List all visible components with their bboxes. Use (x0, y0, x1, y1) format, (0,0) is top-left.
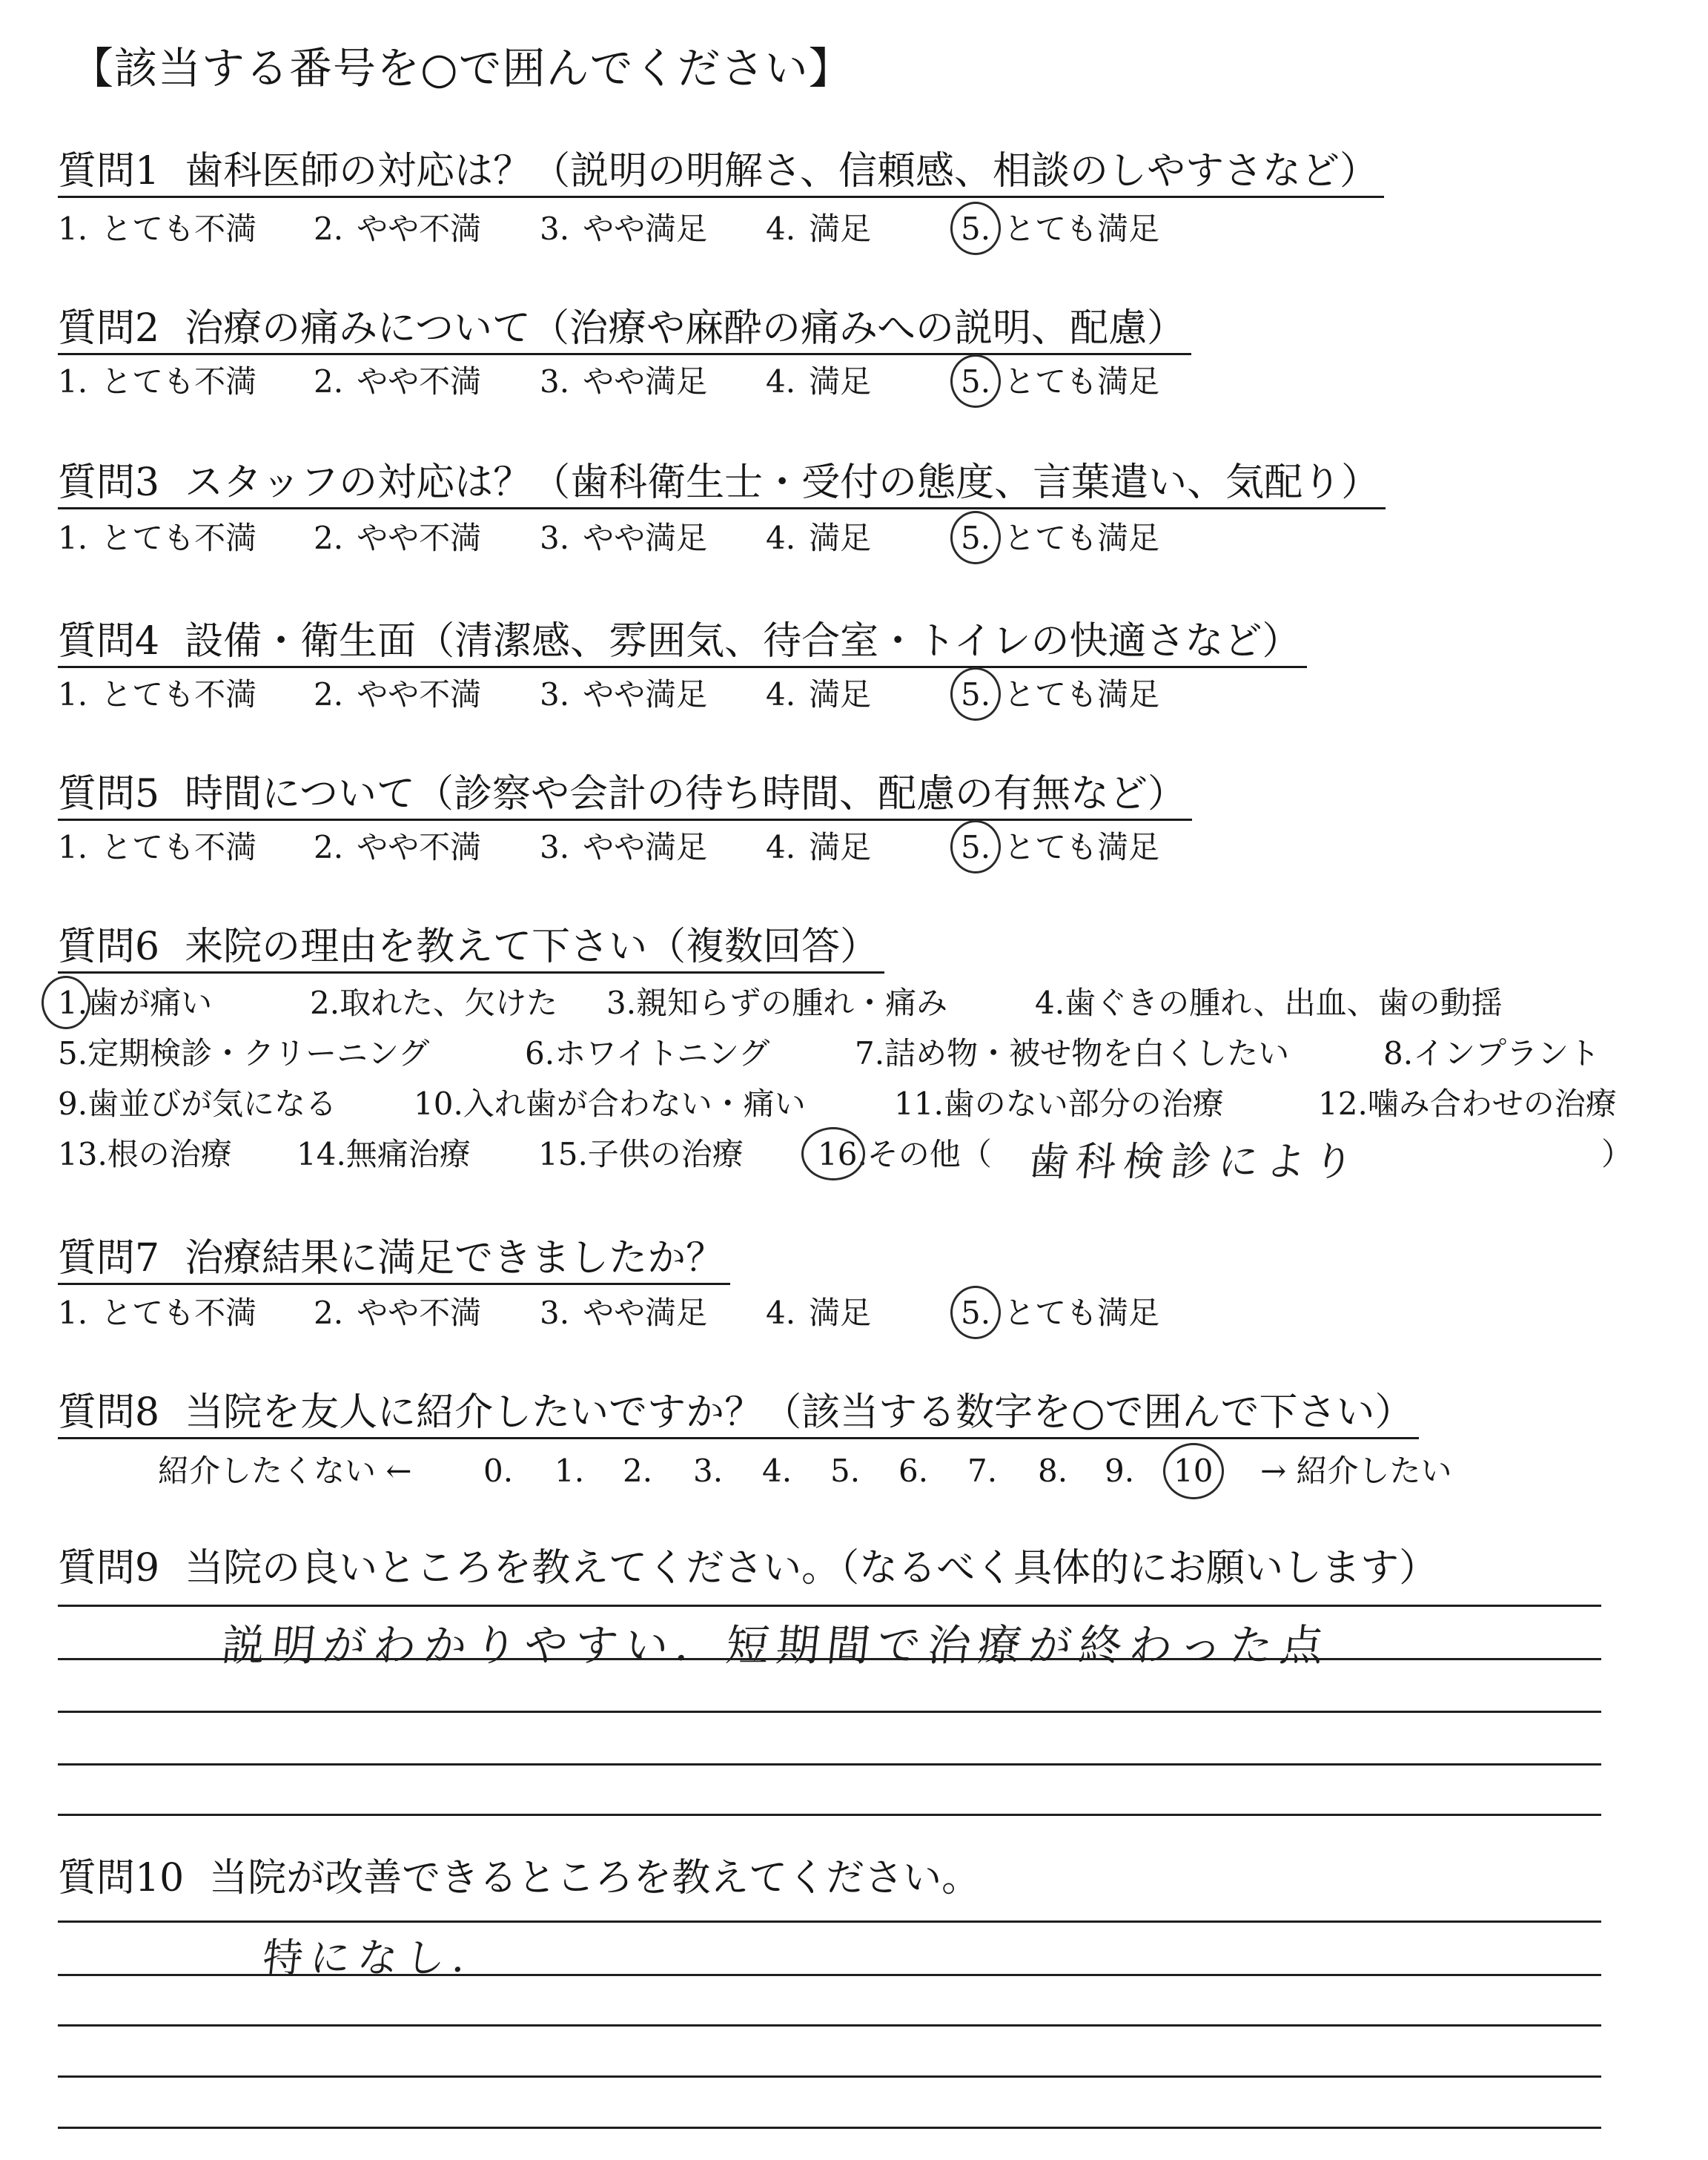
option-label: 歯が痛い (87, 985, 213, 1021)
reason-option-8[interactable] (1383, 1032, 1600, 1075)
option-label: 詰め物・被せ物を白くしたい (884, 1035, 1290, 1071)
question-3-title (58, 458, 1386, 509)
option-label: 定期検診・クリーニング (87, 1035, 430, 1071)
option-1[interactable] (58, 517, 256, 560)
option-label: やや満足 (583, 520, 708, 556)
option-2[interactable] (314, 360, 481, 403)
reason-option-2[interactable] (310, 982, 557, 1025)
scale-number-2[interactable]: 2. (623, 1453, 653, 1489)
question-text: 当院を友人に紹介したいですか？（該当する数字を○で囲んで下さい） (185, 1390, 1414, 1435)
option-number: 5. (961, 211, 991, 247)
option-label: とても不満 (101, 676, 257, 713)
option-number: 1. (58, 829, 88, 865)
option-label: その他（ (867, 1136, 992, 1172)
option-label: とても不満 (101, 211, 257, 247)
reason-option-6[interactable] (525, 1032, 769, 1075)
scale-number-9[interactable]: 9. (1105, 1453, 1135, 1489)
option-label: 根の治療 (107, 1136, 232, 1172)
option-number: 1. (58, 676, 88, 713)
option-number: 3. (540, 829, 570, 865)
option-label: やや不満 (357, 520, 482, 556)
handwritten-improvements: 特になし． (260, 1935, 503, 1981)
option-number: 5. (961, 363, 991, 400)
question-text: 当院が改善できるところを教えてください。 (209, 1856, 981, 1900)
option-1[interactable] (58, 673, 256, 716)
reason-option-10[interactable] (414, 1083, 806, 1126)
question-number: 質問10 (58, 1856, 185, 1900)
option-5[interactable] (961, 1292, 1159, 1335)
option-3[interactable] (540, 826, 707, 869)
scale-left-label: 紹介したくない ← (158, 1453, 412, 1489)
option-label: 歯のない部分の治療 (943, 1086, 1224, 1122)
option-4[interactable] (766, 1292, 871, 1335)
option-label: 満足 (809, 520, 872, 556)
option-label: やや満足 (583, 829, 708, 865)
option-label: 噛み合わせの治療 (1367, 1086, 1617, 1122)
option-number: 6. (525, 1035, 555, 1071)
instruction-header: 【該当する番号を○で囲んでください】 (70, 43, 853, 93)
question-5-title (58, 770, 1192, 821)
option-number: 11. (894, 1086, 944, 1122)
option-number: 4. (766, 829, 796, 865)
scale-number-0[interactable]: 0. (483, 1453, 514, 1489)
question-text: 歯科医師の対応は？（説明の明解さ、信頼感、相談のしやすさなど） (185, 149, 1379, 194)
question-number: 質問1 (58, 149, 160, 194)
option-number: 2. (314, 520, 344, 556)
option-number: 5. (58, 1035, 88, 1071)
scale-number-7[interactable]: 7. (967, 1453, 998, 1489)
option-number: 4. (1035, 985, 1065, 1021)
option-label: とても不満 (101, 829, 257, 865)
option-number: 13. (58, 1136, 107, 1172)
reason-option-9[interactable] (58, 1083, 337, 1126)
question-number: 質問6 (58, 925, 160, 969)
option-label: とても不満 (101, 1295, 257, 1331)
answer-line (58, 1763, 1601, 1766)
option-number: 2. (310, 985, 340, 1021)
option-number: 15. (538, 1136, 588, 1172)
question-text: 設備・衛生面（清潔感、雰囲気、待合室・トイレの快適さなど） (185, 619, 1301, 664)
option-label: やや不満 (357, 1295, 482, 1331)
option-number: 3. (540, 676, 570, 713)
question-10-title (58, 1854, 986, 1903)
option-number: 3. (540, 1295, 570, 1331)
question-4-title (58, 617, 1307, 668)
question-7-title (58, 1234, 730, 1285)
option-label: 満足 (809, 829, 872, 865)
handwritten-other-reason: 歯科検診により (1026, 1138, 1363, 1185)
option-label: 満足 (809, 211, 872, 247)
option-label: やや不満 (357, 211, 482, 247)
option-3[interactable] (540, 360, 707, 403)
option-label: やや不満 (357, 363, 482, 400)
option-1[interactable] (58, 208, 256, 251)
option-number: 3. (540, 211, 570, 247)
reason-option-12[interactable] (1318, 1083, 1617, 1126)
option-label: とても満足 (1004, 829, 1160, 865)
question-1-title (58, 147, 1384, 198)
scale-right-label: → 紹介したい (1260, 1453, 1452, 1489)
option-3[interactable] (540, 1292, 707, 1335)
reason-option-11[interactable] (894, 1083, 1224, 1126)
option-number: 4. (766, 363, 796, 400)
option-number: 4. (766, 211, 796, 247)
question-text: 治療の痛みについて（治療や麻酔の痛みへの説明、配慮） (185, 306, 1186, 351)
option-5[interactable] (961, 673, 1159, 716)
answer-line (58, 2075, 1601, 2078)
answer-line (58, 1605, 1601, 1607)
scale-number-10[interactable]: 10 (1174, 1453, 1214, 1489)
option-2[interactable] (314, 673, 481, 716)
question-text: 治療結果に満足できましたか？ (185, 1236, 725, 1281)
reason-option-1[interactable] (58, 982, 212, 1025)
option-label: 歯ぐきの腫れ、出血、歯の動揺 (1065, 985, 1503, 1021)
question-number: 質問9 (58, 1546, 160, 1591)
option-label: とても不満 (101, 520, 257, 556)
option-number: 12. (1318, 1086, 1368, 1122)
option-number: 2. (314, 1295, 344, 1331)
question-8-title (58, 1388, 1419, 1439)
option-1[interactable] (58, 1292, 256, 1335)
scale-number-5[interactable]: 5. (830, 1453, 861, 1489)
reason-option-16[interactable] (818, 1133, 992, 1176)
option-label: 入れ歯が合わない・痛い (463, 1086, 806, 1122)
option-label: 取れた、欠けた (340, 985, 558, 1021)
option-2[interactable] (314, 1292, 481, 1335)
question-text: スタッフの対応は？（歯科衛生士・受付の態度、言葉遣い、気配り） (185, 460, 1380, 505)
question-number: 質問2 (58, 306, 160, 351)
question-text: 時間について（診察や会計の待ち時間、配慮の有無など） (185, 772, 1187, 816)
scale-number-6[interactable]: 6. (898, 1453, 929, 1489)
reason-option-4[interactable] (1035, 982, 1503, 1025)
question-number: 質問5 (58, 772, 160, 816)
option-number: 2. (314, 363, 344, 400)
answer-line (58, 2127, 1601, 2129)
question-6-title (58, 922, 884, 974)
question-number: 質問3 (58, 460, 160, 505)
option-label: とても満足 (1004, 1295, 1160, 1331)
option-label: 親知らずの腫れ・痛み (636, 985, 948, 1021)
option-label: やや不満 (357, 829, 482, 865)
option-label: 満足 (809, 1295, 872, 1331)
scale-number-1[interactable]: 1. (555, 1453, 585, 1489)
option-5[interactable] (961, 517, 1159, 560)
question-number: 質問4 (58, 619, 160, 664)
question-text: 来院の理由を教えて下さい（複数回答） (185, 925, 879, 969)
option-label: 満足 (809, 363, 872, 400)
reason-option-14[interactable] (297, 1133, 471, 1176)
option-number: 3. (606, 985, 637, 1021)
reason-option-5[interactable] (58, 1032, 429, 1075)
option-number: 5. (961, 676, 991, 713)
scale-number-4[interactable]: 4. (762, 1453, 792, 1489)
question-number: 質問7 (58, 1236, 160, 1281)
question-text: 当院の良いところを教えてください。（なるべく具体的にお願いします） (185, 1546, 1438, 1591)
option-number: 7. (855, 1035, 885, 1071)
question-number: 質問8 (58, 1390, 160, 1435)
option-4[interactable] (766, 208, 871, 251)
option-label: やや満足 (583, 211, 708, 247)
option-label: 満足 (809, 676, 872, 713)
option-number: 5. (961, 829, 991, 865)
option-number: 2. (314, 829, 344, 865)
option-number: 2. (314, 211, 344, 247)
option-label: インプラント (1413, 1035, 1601, 1071)
option-2[interactable] (314, 826, 481, 869)
option-label: 歯並びが気になる (87, 1086, 337, 1122)
option-number: 4. (766, 676, 796, 713)
option-number: 4. (766, 1295, 796, 1331)
option-4[interactable] (766, 517, 871, 560)
option-number: 5. (961, 520, 991, 556)
option-number: 1. (58, 985, 88, 1021)
option-number: 3. (540, 520, 570, 556)
option-2[interactable] (314, 208, 481, 251)
option-label: とても不満 (101, 363, 257, 400)
question-9-title (58, 1544, 1443, 1593)
option-number: 16. (818, 1136, 867, 1172)
option-4[interactable] (766, 673, 871, 716)
answer-line (58, 1814, 1601, 1816)
option-number: 14. (297, 1136, 346, 1172)
option-label: やや不満 (357, 676, 482, 713)
option-number: 2. (314, 676, 344, 713)
option-label: 子供の治療 (587, 1136, 744, 1172)
answer-line (58, 1920, 1601, 1923)
option-label: ホワイトニング (555, 1035, 770, 1071)
reason-option-7[interactable] (855, 1032, 1289, 1075)
option-2[interactable] (314, 517, 481, 560)
option-number: 1. (58, 1295, 88, 1331)
option-3[interactable] (540, 208, 707, 251)
reason-option-13[interactable] (58, 1133, 232, 1176)
option-label: やや満足 (583, 363, 708, 400)
option-label: 無痛治療 (345, 1136, 471, 1172)
option-label: とても満足 (1004, 211, 1160, 247)
option-number: 1. (58, 520, 88, 556)
answer-line (58, 1711, 1601, 1713)
question-2-title (58, 304, 1191, 355)
scale-number-3[interactable]: 3. (693, 1453, 724, 1489)
option-label: やや満足 (583, 1295, 708, 1331)
option-3[interactable] (540, 673, 707, 716)
option-4[interactable] (766, 360, 871, 403)
option-label: とても満足 (1004, 520, 1160, 556)
option-number: 1. (58, 211, 88, 247)
option-number: 8. (1383, 1035, 1414, 1071)
option-5[interactable] (961, 208, 1159, 251)
option-number: 10. (414, 1086, 463, 1122)
option-1[interactable] (58, 826, 256, 869)
option-4[interactable] (766, 826, 871, 869)
option-label: やや満足 (583, 676, 708, 713)
option-5[interactable] (961, 360, 1159, 403)
reason-option-15[interactable] (538, 1133, 744, 1176)
answer-line (58, 2024, 1601, 2027)
option-number: 1. (58, 363, 88, 400)
option-label: とても満足 (1004, 676, 1160, 713)
other-close-paren: ） (1601, 1136, 1633, 1172)
reason-option-3[interactable] (606, 982, 947, 1025)
option-number: 3. (540, 363, 570, 400)
option-number: 5. (961, 1295, 991, 1331)
scale-number-8[interactable]: 8. (1038, 1453, 1068, 1489)
option-1[interactable] (58, 360, 256, 403)
handwritten-good-points: 説明がわかりやすい．短期間で治療が終わった点 (219, 1620, 1334, 1671)
option-label: とても満足 (1004, 363, 1160, 400)
option-5[interactable] (961, 826, 1159, 869)
option-3[interactable] (540, 517, 707, 560)
option-number: 9. (58, 1086, 88, 1122)
option-number: 4. (766, 520, 796, 556)
